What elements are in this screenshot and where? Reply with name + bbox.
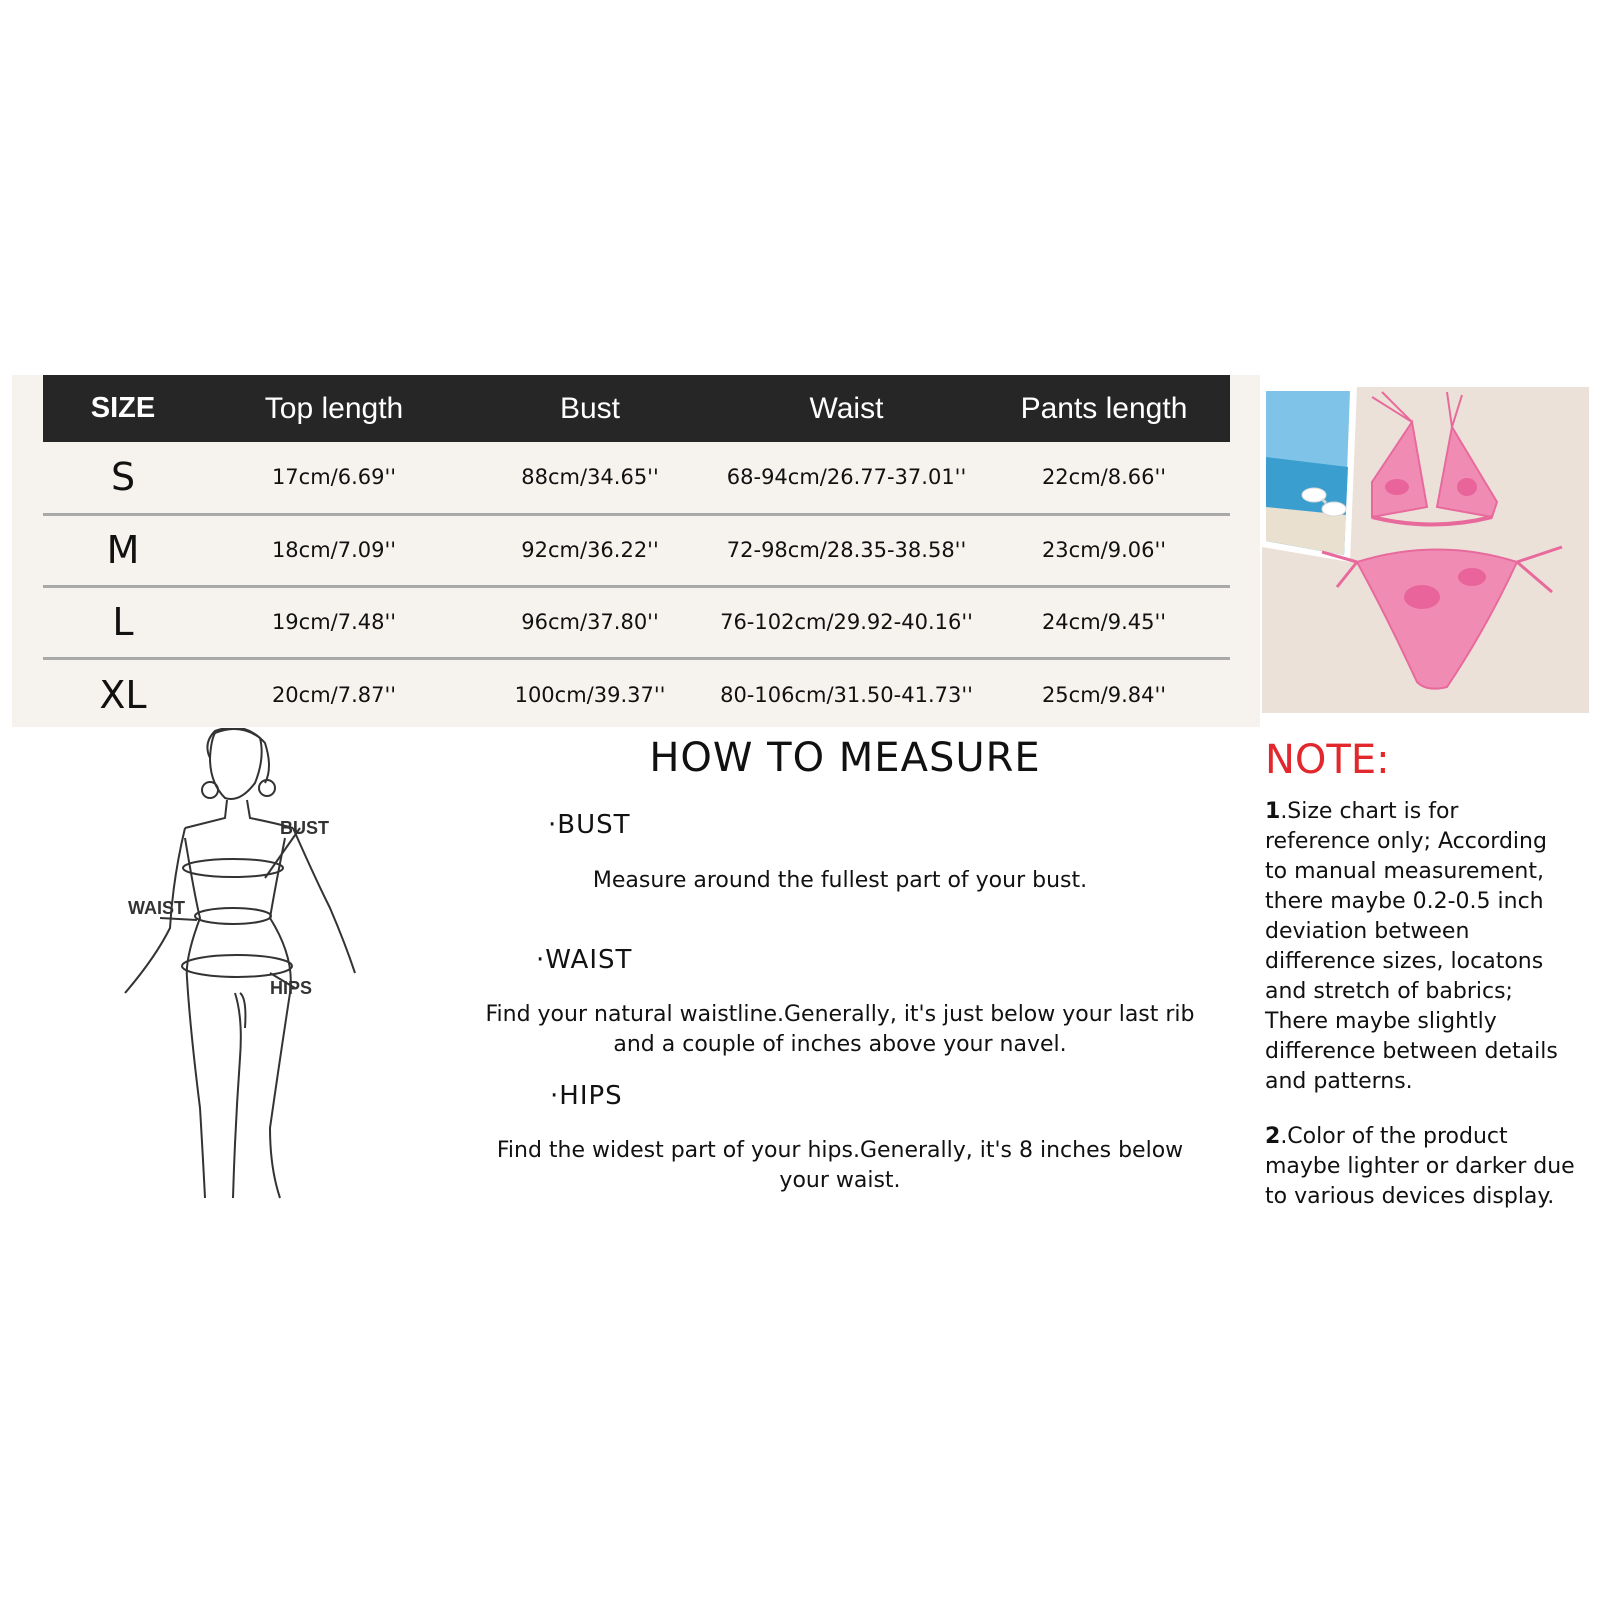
hips-heading: ·HIPS bbox=[550, 1081, 623, 1111]
how-to-measure-title: HOW TO MEASURE bbox=[649, 735, 1041, 781]
pants-length-cell: 22cm/8.66'' bbox=[1041, 465, 1167, 490]
size-table bbox=[43, 375, 1230, 730]
waist-cell: 80-106cm/31.50-41.73'' bbox=[720, 682, 973, 707]
pants-length-cell: 25cm/9.84'' bbox=[1041, 682, 1167, 707]
note-text: .Size chart is for reference only; According to manual measurement, there maybe 0.2-0.5 inch deviation between difference sizes, locatons and stretch of babrics; There maybe slightly difference between details and patterns. bbox=[1265, 799, 1558, 1094]
hips-description: Find the widest part of your hips.Generally, it's 8 inches below your waist. bbox=[496, 1138, 1184, 1193]
note-item bbox=[1265, 797, 1590, 1097]
waist-cell: 72-98cm/28.35-38.58'' bbox=[726, 538, 967, 562]
size-cell: S bbox=[110, 455, 136, 500]
size-chart-panel bbox=[12, 375, 1260, 727]
table-row bbox=[43, 586, 1230, 658]
figure-label-hips: HIPS bbox=[270, 978, 313, 998]
bust-description: Measure around the fullest part of your bust. bbox=[592, 868, 1088, 893]
table-row bbox=[43, 658, 1230, 730]
top-length-cell: 20cm/7.87'' bbox=[271, 682, 397, 707]
note-number: 2 bbox=[1265, 1124, 1281, 1149]
waist-heading: ·WAIST bbox=[536, 945, 633, 975]
size-cell: L bbox=[112, 600, 134, 644]
note-title: NOTE: bbox=[1265, 737, 1390, 783]
body-figure bbox=[115, 728, 375, 1203]
waist-description: Find your natural waistline.Generally, it's just below your last rib and a couple of inches above your navel. bbox=[485, 1002, 1195, 1057]
top-length-cell: 17cm/6.69'' bbox=[271, 465, 397, 490]
header-top-length: Top length bbox=[264, 391, 404, 425]
figure-label-bust: BUST bbox=[280, 818, 329, 838]
bust-cell: 92cm/36.22'' bbox=[521, 538, 659, 562]
pants-length-cell: 24cm/9.45'' bbox=[1041, 610, 1167, 634]
header-size: SIZE bbox=[90, 392, 156, 424]
table-row bbox=[43, 442, 1230, 514]
figure-label-waist: WAIST bbox=[128, 898, 185, 918]
waist-cell: 68-94cm/26.77-37.01'' bbox=[726, 465, 967, 490]
table-header-row bbox=[43, 375, 1230, 442]
bust-cell: 100cm/39.37'' bbox=[514, 682, 666, 707]
bust-cell: 96cm/37.80'' bbox=[521, 610, 659, 634]
magazine-image bbox=[1262, 387, 1357, 562]
size-cell: XL bbox=[99, 672, 147, 717]
top-length-cell: 18cm/7.09'' bbox=[271, 538, 397, 562]
note-text: .Color of the product maybe lighter or darker due to various devices display. bbox=[1265, 1124, 1575, 1209]
product-photo bbox=[1262, 387, 1589, 713]
bust-heading: ·BUST bbox=[548, 810, 631, 840]
pants-length-cell: 23cm/9.06'' bbox=[1041, 538, 1167, 562]
header-pants-length: Pants length bbox=[1020, 391, 1188, 425]
note-item bbox=[1265, 1122, 1590, 1212]
table-row bbox=[43, 514, 1230, 586]
waist-cell: 76-102cm/29.92-40.16'' bbox=[720, 610, 973, 634]
size-cell: M bbox=[106, 528, 140, 572]
bust-cell: 88cm/34.65'' bbox=[521, 465, 659, 490]
top-length-cell: 19cm/7.48'' bbox=[271, 610, 397, 634]
header-bust: Bust bbox=[559, 391, 621, 425]
header-waist: Waist bbox=[809, 391, 884, 425]
body-outline-drawing bbox=[115, 728, 375, 1203]
note-number: 1 bbox=[1265, 799, 1281, 824]
